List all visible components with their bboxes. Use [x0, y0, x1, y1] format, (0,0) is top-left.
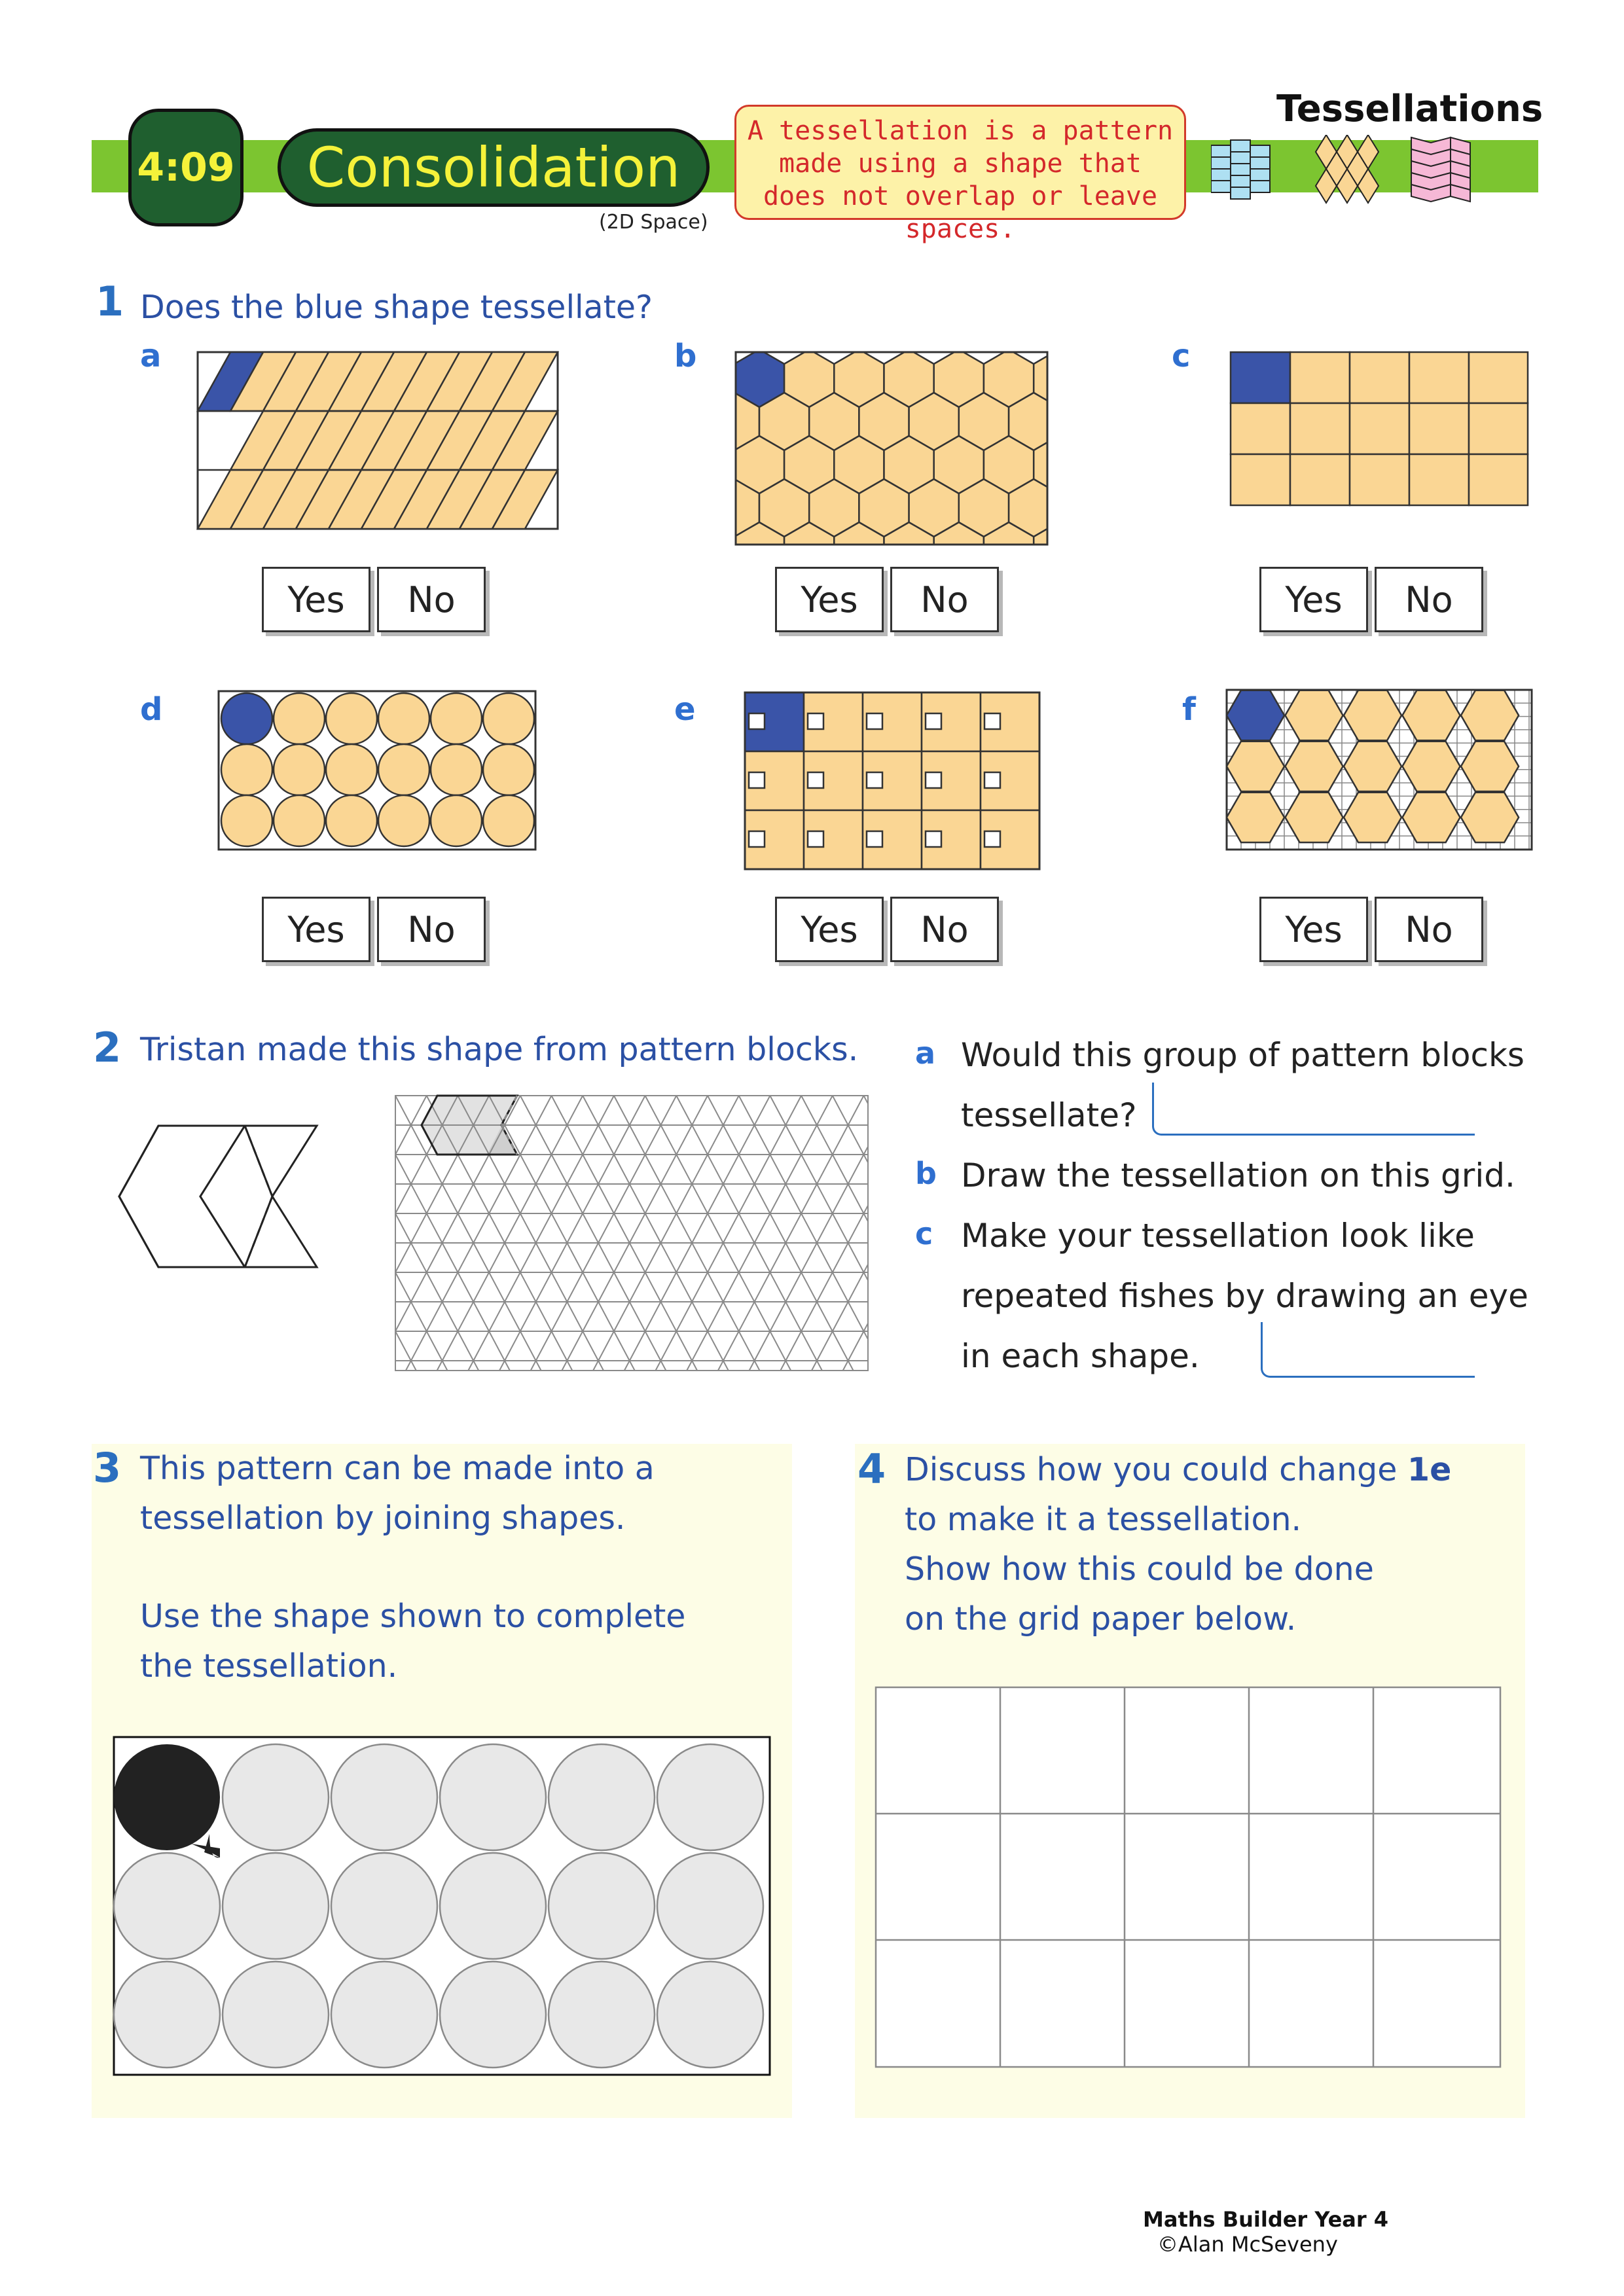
circle-tile — [431, 693, 482, 744]
circle-tile — [326, 744, 377, 795]
circle-tile — [378, 744, 429, 795]
lesson-code: 4:09 — [137, 145, 235, 190]
q2a-text-line1: Would this group of pattern blocks — [961, 1036, 1525, 1074]
circle-shape — [657, 1853, 763, 1959]
circle-tile — [221, 693, 272, 744]
q2c-answer-field[interactable] — [1261, 1322, 1475, 1378]
circle-tile — [274, 795, 325, 846]
circle-shape — [549, 1962, 655, 2068]
q2-triangle-grid[interactable] — [393, 1093, 871, 1374]
rhombus-pattern-icon — [1316, 135, 1379, 203]
notch-square — [749, 713, 765, 729]
q1e-notched-square-pattern — [744, 691, 1046, 872]
q1f-hexagon-pattern — [1225, 689, 1533, 852]
page-subtitle: (2D Space) — [599, 211, 708, 234]
notch-square — [867, 713, 882, 729]
hexagon-tile — [1461, 793, 1519, 842]
circle-tile — [431, 795, 482, 846]
question-4-line1: Discuss how you could change — [905, 1451, 1398, 1488]
circle-shape — [549, 1744, 655, 1850]
definition-line: does not overlap or leave spaces. — [763, 181, 1158, 244]
q1f-yes-button[interactable]: Yes — [1259, 897, 1368, 962]
question-1-text: Does the blue shape tessellate? — [140, 289, 653, 326]
q1a-yes-button[interactable]: Yes — [262, 567, 370, 632]
q1c-yes-button[interactable]: Yes — [1259, 567, 1368, 632]
q1c-label: c — [1172, 338, 1191, 374]
q1d-yes-button[interactable]: Yes — [262, 897, 370, 962]
zigzag-pattern-icon — [1411, 137, 1470, 202]
circle-tile — [378, 795, 429, 846]
q1c-no-button[interactable]: No — [1375, 567, 1483, 632]
q1c-square-tessellation — [1229, 351, 1529, 508]
q4-grid-paper[interactable] — [875, 1686, 1503, 2070]
q1a-label: a — [140, 338, 162, 374]
question-3-line3: Use the shape shown to complete — [140, 1598, 686, 1635]
circle-shape — [657, 1962, 763, 2068]
q1f-label: f — [1182, 691, 1196, 728]
circle-shape — [223, 1853, 329, 1959]
definition-line: A tessellation is a pattern — [747, 116, 1174, 146]
q2a-text-line2: tessellate? — [961, 1096, 1137, 1134]
notch-square — [867, 772, 882, 788]
q2a-label: a — [915, 1035, 936, 1071]
footer-book: Maths Builder Year 4 — [1143, 2207, 1389, 2232]
notch-square — [749, 831, 765, 847]
q2b-label: b — [915, 1156, 937, 1191]
hexagon-tile — [1227, 742, 1284, 791]
circle-tile — [274, 693, 325, 744]
notch-square — [867, 831, 882, 847]
q2c-text-line1: Make your tessellation look like — [961, 1217, 1475, 1255]
q1a-parallelogram-tessellation — [196, 351, 560, 531]
hexagon-tile — [1344, 793, 1401, 842]
q1e-yes-button[interactable]: Yes — [775, 897, 884, 962]
q2a-answer-field[interactable] — [1152, 1083, 1475, 1136]
circle-shape — [657, 1744, 763, 1850]
notch-square — [926, 772, 941, 788]
q1f-no-button[interactable]: No — [1375, 897, 1483, 962]
hexagon-tile — [1402, 793, 1460, 842]
circle-tile — [326, 795, 377, 846]
title-pill — [278, 128, 710, 207]
hexagon-tile — [1285, 793, 1343, 842]
circle-shape — [223, 1744, 329, 1850]
circle-shape — [331, 1962, 437, 2068]
header-tessellation-icons — [1211, 135, 1486, 213]
q1d-no-button[interactable]: No — [377, 897, 486, 962]
notch-square — [984, 831, 1000, 847]
topic-title: Tessellations — [1276, 88, 1543, 130]
circle-shape — [114, 1853, 220, 1959]
q1b-label: b — [674, 338, 697, 374]
hexagon-tile — [1227, 793, 1284, 842]
question-1-number: 1 — [96, 278, 124, 325]
hexagon-tile — [1402, 691, 1460, 740]
question-2-text: Tristan made this shape from pattern blocks. — [140, 1031, 859, 1068]
circle-shape — [331, 1853, 437, 1959]
notch-square — [984, 713, 1000, 729]
q1e-no-button[interactable]: No — [890, 897, 999, 962]
circle-shape — [440, 1853, 546, 1959]
question-4-line2: to make it a tessellation. — [905, 1501, 1302, 1538]
question-4-line4: on the grid paper below. — [905, 1600, 1297, 1638]
notch-square — [926, 713, 941, 729]
q3-circle-pattern[interactable] — [113, 1736, 771, 2076]
q2c-text-line3: in each shape. — [961, 1337, 1200, 1375]
circle-tile — [221, 795, 272, 846]
q1b-no-button[interactable]: No — [890, 567, 999, 632]
question-4-line3: Show how this could be done — [905, 1551, 1374, 1588]
q1d-circle-pattern — [217, 690, 537, 851]
question-3-line1: This pattern can be made into a — [140, 1450, 655, 1487]
circle-tile — [483, 795, 534, 846]
q1b-hexagon-tessellation — [734, 351, 1049, 547]
lesson-code-badge — [128, 109, 244, 226]
notch-square — [749, 772, 765, 788]
notch-square — [808, 772, 823, 788]
question-4-ref: 1e — [1407, 1451, 1452, 1488]
circle-tile — [326, 693, 377, 744]
hexagon-tile — [1344, 742, 1401, 791]
circle-tile — [431, 744, 482, 795]
hexagon-tile — [1285, 691, 1343, 740]
q2-fish-shape — [117, 1123, 326, 1272]
notch-square — [926, 831, 941, 847]
q1a-no-button[interactable]: No — [377, 567, 486, 632]
hexagon-tile — [1402, 742, 1460, 791]
q1d-label: d — [140, 691, 163, 728]
circle-shape — [440, 1962, 546, 2068]
circle-shape — [114, 1962, 220, 2068]
footer-copyright: ©Alan McSeveny — [1157, 2232, 1338, 2257]
q1b-yes-button[interactable]: Yes — [775, 567, 884, 632]
circle-shape — [440, 1744, 546, 1850]
question-4-line1-wrap — [905, 1445, 1451, 1494]
question-4-number: 4 — [857, 1445, 886, 1493]
circle-tile — [221, 744, 272, 795]
q1e-label: e — [674, 691, 696, 728]
circle-tile — [274, 744, 325, 795]
circle-shape — [549, 1853, 655, 1959]
circle-shape — [331, 1744, 437, 1850]
circle-tile — [378, 693, 429, 744]
question-3-number: 3 — [93, 1444, 122, 1492]
question-2-number: 2 — [93, 1024, 122, 1071]
hexagon-tile — [1461, 691, 1519, 740]
circle-shape — [223, 1962, 329, 2068]
notch-square — [984, 772, 1000, 788]
page-title: Consolidation — [306, 135, 681, 200]
hexagon-tile — [1344, 691, 1401, 740]
notch-square — [808, 713, 823, 729]
definition-box — [734, 105, 1186, 244]
definition-line: made using a shape that — [779, 149, 1142, 179]
hexagon-tile — [1461, 742, 1519, 791]
q2c-label: c — [915, 1216, 933, 1251]
notch-square — [808, 831, 823, 847]
q2b-text: Draw the tessellation on this grid. — [961, 1157, 1515, 1194]
circle-tile — [483, 744, 534, 795]
brick-pattern-icon — [1211, 140, 1270, 199]
question-3-line4: the tessellation. — [140, 1647, 398, 1685]
q2c-text-line2: repeated fishes by drawing an eye — [961, 1277, 1528, 1315]
circle-tile — [483, 693, 534, 744]
hexagon-tile — [1285, 742, 1343, 791]
hexagon-tile — [1227, 691, 1284, 740]
question-3-line2: tessellation by joining shapes. — [140, 1499, 626, 1537]
